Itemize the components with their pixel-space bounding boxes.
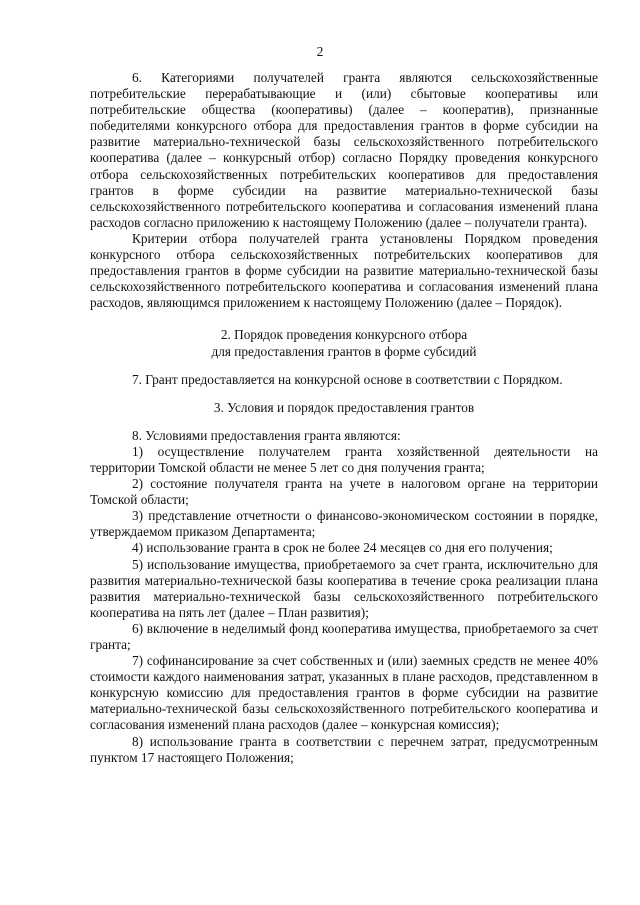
document-body xyxy=(90,70,598,766)
condition-item-3: 3) представление отчетности о финансово-экономическом состоянии в порядке, утверждаемом приказом Департамента; xyxy=(90,508,598,540)
section-2-heading-line-2: для предоставления грантов в форме субсидий xyxy=(211,343,477,359)
condition-item-4: 4) использование гранта в срок не более 24 месяцев со дня его получения; xyxy=(132,540,553,556)
section-2-heading-line-1: 2. Порядок проведения конкурсного отбора xyxy=(220,327,468,343)
page-number: 2 xyxy=(316,44,324,59)
paragraph-6: 6. Категориями получателей гранта являются сельскохозяйственные потребительские перерабатывающие и (или) сбытовые кооперативы или потребительские общества (кооперативы) (далее – кооператив), признанные победителями конкурсного отбора для предоставления грантов в форме субсидии на развитие материально-технической базы сельскохозяйственного потребительского кооператива (далее – конкурсный отбор) согласно Порядку проведения конкурсного отбора сельскохозяйственных потребительских кооперативов для предоставления грантов в форме субсидии на развитие материально-технической базы сельскохозяйственного потребительского кооператива и согласования изменений плана расходов согласно приложению к настоящему Положению (далее – получатели гранта). xyxy=(90,70,598,230)
condition-item-1: 1) осуществление получателем гранта хозяйственной деятельности на территории Томской области не менее 5 лет со дня получения гранта; xyxy=(90,443,598,475)
paragraph-8: 8. Условиями предоставления гранта являются: xyxy=(132,427,401,443)
paragraph-criteria: Критерии отбора получателей гранта установлены Порядком проведения конкурсного отбора сельскохозяйственных потребительских кооперативов для предоставления грантов в форме субсидии на развитие материально-технической базы сельскохозяйственного потребительского кооператива и согласования изменений плана расходов, являющимся приложением к настоящему Положению (далее – Порядок). xyxy=(90,230,598,311)
condition-item-5: 5) использование имущества, приобретаемого за счет гранта, исключительно для развития материально-технической базы кооператива в течение срока реализации плана развития материально-технической базы сельскохозяйственного потребительского кооператива на пять лет (далее – План развития); xyxy=(90,556,598,620)
section-3-heading: 3. Условия и порядок предоставления грантов xyxy=(213,399,475,415)
paragraph-7: 7. Грант предоставляется на конкурсной основе в соответствии с Порядком. xyxy=(132,371,563,387)
condition-item-2: 2) состояние получателя гранта на учете в налоговом органе на территории Томской области; xyxy=(90,476,598,508)
condition-item-6: 6) включение в неделимый фонд кооператива имущества, приобретаемого за счет гранта; xyxy=(90,620,598,652)
condition-item-8: 8) использование гранта в соответствии с перечнем затрат, предусмотренным пунктом 17 настоящего Положения; xyxy=(90,733,598,765)
condition-item-7: 7) софинансирование за счет собственных и (или) заемных средств не менее 40% стоимости каждого наименования затрат, указанных в плане расходов, представленном в конкурсную комиссию для предоставления грантов в форме субсидии на развитие материально-технической базы сельскохозяйственного потребительского кооператива и согласования изменений плана расходов (далее – конкурсная комиссия); xyxy=(90,653,598,733)
